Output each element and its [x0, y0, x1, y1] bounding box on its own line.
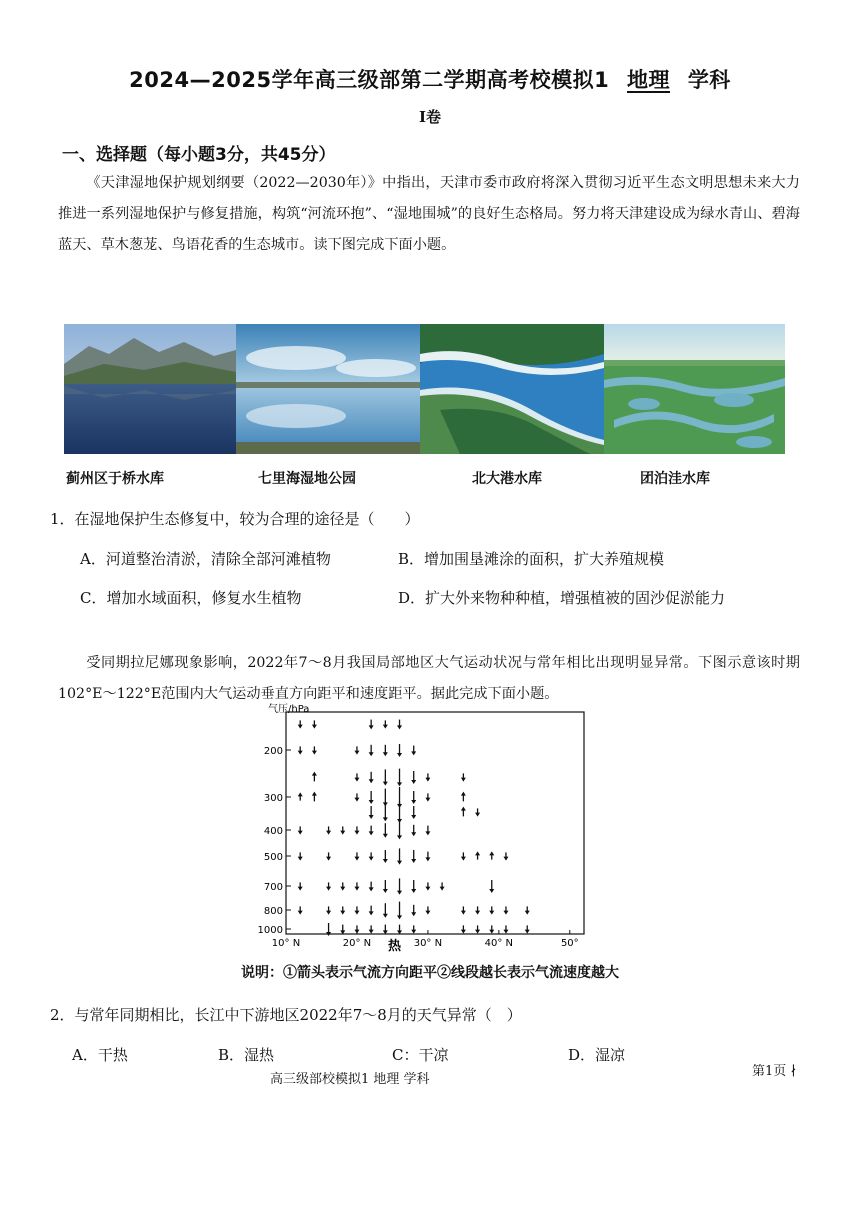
arrow-down: [525, 906, 530, 914]
arrow-down: [312, 746, 317, 754]
arrow-down: [425, 882, 430, 890]
arrow-down: [411, 791, 416, 804]
q1-option-d: D．扩大外来物种种植，增强植被的固沙促淤能力: [398, 589, 726, 607]
arrow-down: [411, 746, 416, 756]
y-tick-label: 400: [263, 826, 283, 837]
arrow-down: [503, 925, 508, 933]
plot-frame: [286, 712, 584, 934]
intro-paragraph: 《天津湿地保护规划纲要（2022—2030年）》中指出，天津市委市政府将深入贯彻习近平生态文明思想未来大力推进一系列湿地保护与修复措施，构筑“河流环抱”、“湿地围城”的良好生态格局。努力将天津建设成为绿水青山、碧海蓝天、草木葱茏、鸟语花香的生态城市。读下图完成下面小题。: [58, 175, 800, 253]
arrow-up: [461, 807, 466, 817]
arrow-down: [298, 906, 303, 914]
title-subject: 地理: [627, 68, 670, 92]
arrow-down: [440, 882, 445, 890]
arrow-down: [397, 720, 402, 730]
q2-option-d: D．湿凉: [568, 1046, 626, 1064]
arrow-down: [369, 791, 374, 804]
arrow-down: [369, 745, 374, 756]
arrow-down: [461, 906, 466, 914]
arrow-down: [312, 720, 317, 728]
q2-option-a: A．干热: [72, 1046, 128, 1064]
arrow-down: [489, 906, 494, 914]
arrow-down: [298, 746, 303, 754]
caption-qilihai: 七里海湿地公园: [258, 471, 356, 487]
x-extra-label: 热: [388, 939, 402, 954]
page-title: [0, 64, 860, 94]
vertical-motion-chart: [256, 700, 596, 960]
arrow-down: [340, 826, 345, 834]
arrow-down: [354, 773, 359, 781]
arrow-down: [369, 906, 374, 916]
arrow-down: [383, 720, 388, 728]
arrow-down: [489, 925, 494, 933]
arrow-down: [298, 852, 303, 860]
arrow-down: [397, 902, 402, 920]
arrow-down: [397, 822, 402, 840]
arrow-down: [425, 852, 430, 862]
y-tick-label: 1000: [257, 925, 283, 936]
arrow-up: [475, 851, 480, 859]
arrow-down: [383, 903, 388, 918]
arrow-up: [461, 792, 466, 802]
y-tick-label: 200: [263, 746, 283, 757]
arrow-down: [411, 806, 416, 819]
q1-option-a: A．河道整治清淤，清除全部河滩植物: [80, 550, 331, 568]
arrow-down: [340, 882, 345, 890]
arrow-down: [383, 745, 388, 756]
arrow-down: [354, 852, 359, 860]
arrow-down: [411, 925, 416, 933]
volume-label: I卷: [418, 108, 442, 126]
title-prefix: 2024—2025学年高三级部第二学期高考校模拟1: [129, 68, 610, 92]
arrow-down: [354, 906, 359, 914]
photo-beidagang-reservoir: [420, 324, 604, 454]
arrow-down: [425, 906, 430, 914]
arrow-down: [503, 852, 508, 860]
chart-svg: [256, 700, 596, 956]
arrow-down: [326, 826, 331, 834]
arrow-down: [340, 925, 345, 935]
arrow-down: [354, 925, 359, 933]
arrow-up: [312, 772, 317, 782]
q1-option-b: B．增加围垦滩涂的面积，扩大养殖规模: [398, 550, 665, 568]
arrow-down: [298, 720, 303, 728]
photo-tuanbowa-reservoir: [604, 324, 785, 454]
arrow-down: [298, 826, 303, 834]
arrow-down: [411, 850, 416, 863]
arrow-down: [503, 906, 508, 914]
caption-beidagang: 北大港水库: [472, 471, 542, 487]
arrow-up: [298, 792, 303, 800]
arrow-down: [340, 906, 345, 914]
title-suffix: 学科: [687, 68, 731, 92]
arrow-down: [461, 852, 466, 860]
arrow-down: [369, 772, 374, 783]
arrow-down: [369, 806, 374, 819]
arrow-down: [425, 773, 430, 781]
intro-paragraph-2: 受同期拉尼娜现象影响，2022年7～8月我国局部地区大气运动状况与常年相比出现明显异常。下图示意该时期102°E～122°E范围内大气运动垂直方向距平和速度距平。据此完成下面小题。: [58, 655, 800, 702]
arrow-down: [383, 769, 388, 785]
arrow-down: [383, 880, 388, 893]
caption-yuqiao: 蓟州区于桥水库: [66, 471, 164, 487]
photo-strip: [64, 324, 785, 454]
arrow-down: [425, 793, 430, 801]
arrow-up: [489, 851, 494, 859]
arrow-down: [397, 878, 402, 894]
arrow-down: [326, 852, 331, 860]
x-tick-label: 40° N: [484, 938, 514, 949]
y-tick-label: 300: [263, 793, 283, 804]
arrow-down: [475, 925, 480, 933]
arrow-down: [369, 826, 374, 836]
q2-option-c: C：干凉: [392, 1046, 449, 1064]
x-tick-label: 50°: [560, 938, 579, 949]
arrow-down: [475, 906, 480, 914]
arrow-down: [425, 826, 430, 836]
arrow-down: [397, 925, 402, 935]
chart-note: 说明：①箭头表示气流方向距平②线段越长表示气流速度越大: [241, 965, 619, 981]
arrow-down: [411, 905, 416, 916]
photo-yuqiao-reservoir: [64, 324, 236, 454]
footer-center: 高三级部校模拟1 地理 学科: [270, 1072, 430, 1087]
section-heading: 一、选择题（每小题3分，共45分）: [62, 145, 336, 165]
x-tick-label: 20° N: [342, 938, 372, 949]
x-tick-label: 10° N: [271, 938, 301, 949]
arrow-down: [383, 823, 388, 838]
y-tick-label: 700: [263, 882, 283, 893]
arrow-down: [397, 769, 402, 787]
arrow-down: [397, 744, 402, 757]
arrow-down: [326, 882, 331, 890]
arrow-down: [369, 925, 374, 933]
arrow-down: [383, 804, 388, 822]
arrow-down: [354, 793, 359, 801]
q1-option-c: C．增加水域面积，修复水生植物: [80, 589, 302, 607]
y-tick-label: 500: [263, 852, 283, 863]
arrow-down: [461, 925, 466, 933]
arrow-down: [525, 925, 530, 933]
y-tick-label: 800: [263, 906, 283, 917]
arrow-down: [326, 906, 331, 914]
arrow-down: [354, 746, 359, 754]
arrow-down: [354, 826, 359, 834]
arrow-down: [298, 882, 303, 890]
question-2-stem: 2．与常年同期相比，长江中下游地区2022年7～8月的天气异常（ ）: [50, 1006, 522, 1024]
arrow-down: [383, 850, 388, 863]
arrow-up: [312, 792, 317, 802]
arrow-down: [461, 773, 466, 781]
question-1-stem: 1．在湿地保护生态修复中，较为合理的途径是（ ）: [50, 510, 420, 528]
arrow-down: [369, 882, 374, 892]
arrow-down: [369, 852, 374, 860]
photo-qilihai-wetland: [236, 324, 420, 454]
caption-tuanbowa: 团泊洼水库: [640, 471, 710, 487]
y-axis-label: 气压/hPa: [268, 704, 310, 715]
x-tick-label: 30° N: [413, 938, 443, 949]
arrow-down: [411, 880, 416, 893]
arrow-down: [383, 925, 388, 935]
q2-option-b: B．湿热: [218, 1046, 275, 1064]
arrow-down: [411, 771, 416, 784]
arrow-down: [411, 825, 416, 836]
footer-page: 第1页 ∤: [752, 1064, 797, 1079]
arrow-down: [369, 720, 374, 730]
arrow-down: [489, 880, 494, 893]
arrow-down: [354, 882, 359, 890]
arrow-down: [397, 848, 402, 864]
arrow-down: [475, 808, 480, 816]
